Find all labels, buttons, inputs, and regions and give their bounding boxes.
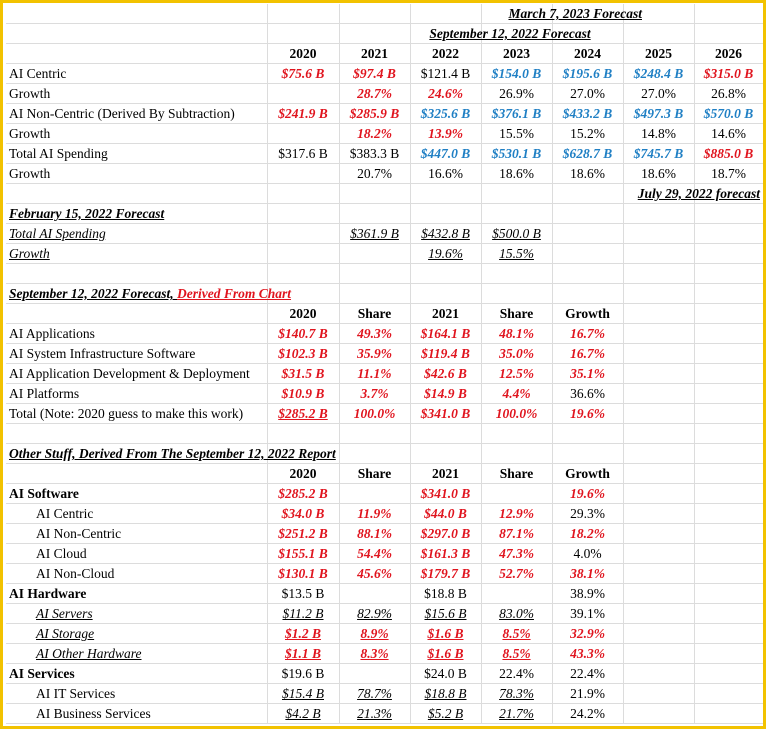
row-label[interactable]: AI Services	[9, 666, 75, 681]
spreadsheet-grid	[6, 4, 763, 724]
row-label[interactable]: AI Centric	[36, 506, 94, 521]
row-label[interactable]: AI Business Services	[36, 706, 151, 721]
value-cell[interactable]: $155.1 B	[278, 546, 328, 561]
year-header[interactable]: 2025	[645, 46, 672, 61]
row-label[interactable]: AI IT Services	[36, 686, 116, 701]
row-label[interactable]: Total (Note: 2020 guess to make this work)	[9, 406, 244, 421]
column-header[interactable]: Share	[357, 466, 392, 481]
chart-header-row	[6, 304, 763, 324]
sheet-row	[6, 24, 763, 44]
value-cell[interactable]: 13.9%	[428, 126, 463, 141]
value-cell[interactable]: $383.3 B	[349, 146, 400, 161]
table-row	[6, 404, 763, 424]
value-cell[interactable]: $119.4 B	[421, 346, 470, 361]
value-cell[interactable]: $628.7 B	[562, 146, 613, 161]
value-cell[interactable]: 18.7%	[711, 166, 746, 181]
value-cell[interactable]: 82.9%	[357, 606, 392, 621]
value-cell[interactable]: $361.9 B	[350, 226, 399, 241]
column-header[interactable]: 2020	[289, 306, 317, 321]
value-cell[interactable]: $433.2 B	[562, 106, 613, 121]
value-cell[interactable]: $154.0 B	[491, 66, 542, 81]
row-label[interactable]: AI Servers	[36, 606, 93, 621]
table-row	[6, 84, 763, 104]
value-cell[interactable]: 87.1%	[499, 526, 534, 541]
july-forecast-label[interactable]: July 29, 2022 forecast	[637, 186, 760, 201]
row-label[interactable]: AI Storage	[36, 626, 95, 641]
table-row	[6, 164, 763, 184]
chart-table-title[interactable]	[9, 284, 409, 304]
value-cell[interactable]: $11.2 B	[282, 606, 324, 621]
table-row	[6, 664, 763, 684]
value-cell[interactable]: $1.1 B	[284, 646, 321, 661]
sheet-row	[6, 204, 763, 224]
row-label[interactable]: AI Application Development & Deployment	[9, 366, 250, 381]
value-cell[interactable]: 4.4%	[502, 386, 531, 401]
value-cell[interactable]: 36.6%	[570, 386, 605, 401]
row-label[interactable]: Growth	[9, 86, 51, 101]
table-row	[6, 644, 763, 664]
value-cell[interactable]: $44.0 B	[424, 506, 467, 521]
table-row	[6, 524, 763, 544]
table-row	[6, 504, 763, 524]
value-cell[interactable]: $315.0 B	[703, 66, 754, 81]
value-cell[interactable]: 100.0%	[495, 406, 538, 421]
value-cell[interactable]: 21.7%	[499, 706, 534, 721]
table-row	[6, 684, 763, 704]
value-cell[interactable]: $1.6 B	[427, 626, 464, 641]
value-cell[interactable]: 49.3%	[357, 326, 392, 341]
table-row	[6, 624, 763, 644]
value-cell[interactable]: 88.1%	[357, 526, 392, 541]
value-cell[interactable]: $161.3 B	[420, 546, 471, 561]
sheet-row	[6, 284, 763, 304]
chart-table-title-red: Derived From Chart	[177, 286, 292, 301]
value-cell[interactable]: $164.1 B	[420, 326, 471, 341]
table-row	[6, 704, 763, 724]
value-cell[interactable]: 16.7%	[570, 346, 605, 361]
value-cell[interactable]: 35.0%	[499, 346, 534, 361]
value-cell[interactable]: 12.5%	[499, 366, 534, 381]
value-cell[interactable]: 19.6%	[570, 406, 605, 421]
value-cell[interactable]: 22.4%	[570, 666, 605, 681]
value-cell[interactable]: 48.1%	[499, 326, 534, 341]
table-row	[6, 544, 763, 564]
value-cell[interactable]: 11.1%	[357, 366, 392, 381]
column-header[interactable]: Share	[499, 466, 534, 481]
table-row	[6, 144, 763, 164]
value-cell[interactable]: $10.9 B	[281, 386, 325, 401]
value-cell[interactable]: $570.0 B	[703, 106, 754, 121]
value-cell[interactable]: 24.2%	[570, 706, 605, 721]
value-cell[interactable]: $24.0 B	[424, 666, 467, 681]
value-cell[interactable]: 8.5%	[502, 646, 531, 661]
value-cell[interactable]: 18.2%	[570, 526, 605, 541]
feb-forecast-title[interactable]: February 15, 2022 Forecast	[9, 206, 165, 221]
row-label[interactable]: AI Hardware	[9, 586, 87, 601]
year-header[interactable]: 2021	[361, 46, 388, 61]
value-cell[interactable]: 39.1%	[570, 606, 605, 621]
value-cell[interactable]: 32.9%	[570, 626, 605, 641]
row-label[interactable]: AI Applications	[9, 326, 95, 341]
value-cell[interactable]: $500.0 B	[492, 226, 541, 241]
table-row	[6, 124, 763, 144]
value-cell[interactable]: 22.4%	[499, 666, 534, 681]
value-cell[interactable]: 27.0%	[641, 86, 676, 101]
value-cell[interactable]: 100.0%	[353, 406, 396, 421]
value-cell[interactable]: $179.7 B	[420, 566, 471, 581]
value-cell[interactable]: $447.0 B	[420, 146, 471, 161]
value-cell[interactable]: $497.3 B	[633, 106, 684, 121]
value-cell[interactable]: 35.9%	[357, 346, 392, 361]
table-row	[6, 104, 763, 124]
value-cell[interactable]: $15.4 B	[282, 686, 324, 701]
value-cell[interactable]: 4.0%	[573, 546, 602, 561]
value-cell[interactable]: 26.8%	[711, 86, 746, 101]
value-cell[interactable]: $13.5 B	[281, 586, 325, 601]
value-cell[interactable]: $885.0 B	[703, 146, 754, 161]
value-cell[interactable]: 15.5%	[499, 246, 534, 261]
column-header[interactable]: Share	[357, 306, 392, 321]
value-cell[interactable]: $297.0 B	[420, 526, 471, 541]
table-row	[6, 64, 763, 84]
value-cell[interactable]: 27.0%	[570, 86, 605, 101]
column-header[interactable]: 2020	[289, 466, 317, 481]
row-label[interactable]: Growth	[9, 246, 50, 261]
value-cell[interactable]: $14.9 B	[424, 386, 467, 401]
value-cell[interactable]: $325.6 B	[420, 106, 471, 121]
value-cell[interactable]: $140.7 B	[278, 326, 328, 341]
value-cell[interactable]: 16.7%	[570, 326, 605, 341]
sheet-row	[6, 184, 763, 204]
year-header[interactable]: 2024	[574, 46, 601, 61]
value-cell[interactable]: $15.6 B	[424, 606, 467, 621]
value-cell[interactable]: 78.7%	[357, 686, 392, 701]
value-cell[interactable]: 14.8%	[641, 126, 676, 141]
column-header[interactable]: Growth	[565, 306, 610, 321]
value-cell[interactable]: $195.6 B	[562, 66, 613, 81]
row-label[interactable]: AI Non-Centric	[36, 526, 122, 541]
value-cell[interactable]: 8.9%	[360, 626, 389, 641]
value-cell[interactable]: 12.9%	[499, 506, 534, 521]
value-cell[interactable]: $1.2 B	[284, 626, 321, 641]
value-cell[interactable]: 20.7%	[357, 166, 392, 181]
value-cell[interactable]: $341.0 B	[420, 406, 471, 421]
other-header-row	[6, 464, 763, 484]
value-cell[interactable]: 3.7%	[360, 386, 389, 401]
value-cell[interactable]: $5.2 B	[427, 706, 464, 721]
value-cell[interactable]: $1.6 B	[427, 646, 464, 661]
value-cell[interactable]: $31.5 B	[281, 366, 325, 381]
value-cell[interactable]: 35.1%	[570, 366, 605, 381]
value-cell[interactable]: $75.6 B	[281, 66, 325, 81]
value-cell[interactable]: 54.4%	[357, 546, 392, 561]
value-cell[interactable]: $530.1 B	[491, 146, 542, 161]
value-cell[interactable]: $121.4 B	[420, 66, 471, 81]
value-cell[interactable]: 15.5%	[499, 126, 534, 141]
row-label[interactable]: AI Other Hardware	[36, 646, 142, 661]
value-cell[interactable]: 47.3%	[499, 546, 534, 561]
value-cell[interactable]: 43.3%	[570, 646, 605, 661]
value-cell[interactable]: $376.1 B	[491, 106, 542, 121]
row-label[interactable]: AI Cloud	[36, 546, 87, 561]
year-header[interactable]: 2022	[432, 46, 459, 61]
row-label[interactable]: AI Centric	[9, 66, 67, 81]
value-cell[interactable]: $4.2 B	[285, 706, 321, 721]
value-cell[interactable]: 11.9%	[357, 506, 392, 521]
value-cell[interactable]: 29.3%	[570, 506, 605, 521]
value-cell[interactable]: $341.0 B	[420, 486, 471, 501]
value-cell[interactable]: $18.8 B	[424, 686, 467, 701]
value-cell[interactable]: 15.2%	[570, 126, 605, 141]
table-row	[6, 384, 763, 404]
table-row	[6, 564, 763, 584]
row-label[interactable]: Total AI Spending	[9, 226, 106, 241]
row-label[interactable]: AI System Infrastructure Software	[9, 346, 196, 361]
years-header-row	[6, 44, 763, 64]
value-cell[interactable]: 83.0%	[499, 606, 534, 621]
value-cell[interactable]: $285.9 B	[349, 106, 400, 121]
sheet-row	[6, 4, 763, 24]
column-header[interactable]: 2021	[432, 466, 459, 481]
table-row	[6, 584, 763, 604]
table-row	[6, 344, 763, 364]
value-cell[interactable]: $19.6 B	[281, 666, 325, 681]
row-label[interactable]: AI Non-Centric (Derived By Subtraction)	[9, 106, 235, 121]
value-cell[interactable]: 21.3%	[357, 706, 392, 721]
value-cell[interactable]: 8.5%	[502, 626, 531, 641]
value-cell[interactable]: 14.6%	[711, 126, 746, 141]
table-row	[6, 324, 763, 344]
value-cell[interactable]: $34.0 B	[281, 506, 325, 521]
row-label[interactable]: AI Non-Cloud	[36, 566, 115, 581]
year-header[interactable]: 2023	[503, 46, 530, 61]
table-row	[6, 364, 763, 384]
value-cell[interactable]: 52.7%	[499, 566, 534, 581]
row-label[interactable]: Growth	[9, 126, 51, 141]
value-cell[interactable]: $102.3 B	[278, 346, 328, 361]
value-cell[interactable]: $130.1 B	[278, 566, 328, 581]
value-cell[interactable]: $745.7 B	[633, 146, 684, 161]
value-cell[interactable]: 28.7%	[357, 86, 392, 101]
value-cell[interactable]: 45.6%	[357, 566, 392, 581]
value-cell[interactable]: $248.4 B	[633, 66, 684, 81]
row-label[interactable]: AI Software	[9, 486, 79, 501]
value-cell[interactable]: 19.6%	[428, 246, 463, 261]
value-cell[interactable]: $317.6 B	[278, 146, 328, 161]
year-header[interactable]: 2026	[715, 46, 742, 61]
row-label[interactable]: AI Platforms	[9, 386, 80, 401]
value-cell[interactable]: 18.6%	[499, 166, 534, 181]
value-cell[interactable]: 21.9%	[570, 686, 605, 701]
value-cell[interactable]: $97.4 B	[353, 66, 396, 81]
sheet-row	[6, 444, 763, 464]
value-cell[interactable]: $285.2 B	[278, 406, 328, 421]
value-cell[interactable]: 18.2%	[357, 126, 392, 141]
table-row	[6, 244, 763, 264]
value-cell[interactable]: $18.8 B	[424, 586, 467, 601]
value-cell[interactable]: 8.3%	[360, 646, 389, 661]
value-cell[interactable]: 24.6%	[428, 86, 463, 101]
column-header[interactable]: Growth	[565, 466, 610, 481]
value-cell[interactable]: 26.9%	[499, 86, 534, 101]
value-cell[interactable]: 19.6%	[570, 486, 605, 501]
value-cell[interactable]: 18.6%	[641, 166, 676, 181]
value-cell[interactable]: $251.2 B	[278, 526, 328, 541]
column-header[interactable]: Share	[499, 306, 534, 321]
sept-forecast-label[interactable]: September 12, 2022 Forecast	[429, 26, 591, 41]
value-cell[interactable]: 78.3%	[499, 686, 534, 701]
row-label[interactable]: Total AI Spending	[9, 146, 108, 161]
value-cell[interactable]: $432.8 B	[421, 226, 470, 241]
table-row	[6, 224, 763, 244]
column-header[interactable]: 2021	[432, 306, 459, 321]
other-table-title[interactable]: Other Stuff, Derived From The September 12, 2022 Report	[9, 446, 336, 461]
march-forecast-label[interactable]: March 7, 2023 Forecast	[508, 6, 642, 21]
value-cell[interactable]: 38.9%	[570, 586, 605, 601]
value-cell[interactable]: 16.6%	[428, 166, 463, 181]
value-cell[interactable]: $42.6 B	[424, 366, 467, 381]
table-row	[6, 604, 763, 624]
value-cell[interactable]: $285.2 B	[278, 486, 328, 501]
chart-table-title-text: September 12, 2022 Forecast,	[9, 286, 177, 301]
year-header[interactable]: 2020	[289, 46, 317, 61]
value-cell[interactable]: $241.9 B	[278, 106, 328, 121]
value-cell[interactable]: 38.1%	[570, 566, 605, 581]
table-row	[6, 484, 763, 504]
value-cell[interactable]: 18.6%	[570, 166, 605, 181]
row-label[interactable]: Growth	[9, 166, 51, 181]
